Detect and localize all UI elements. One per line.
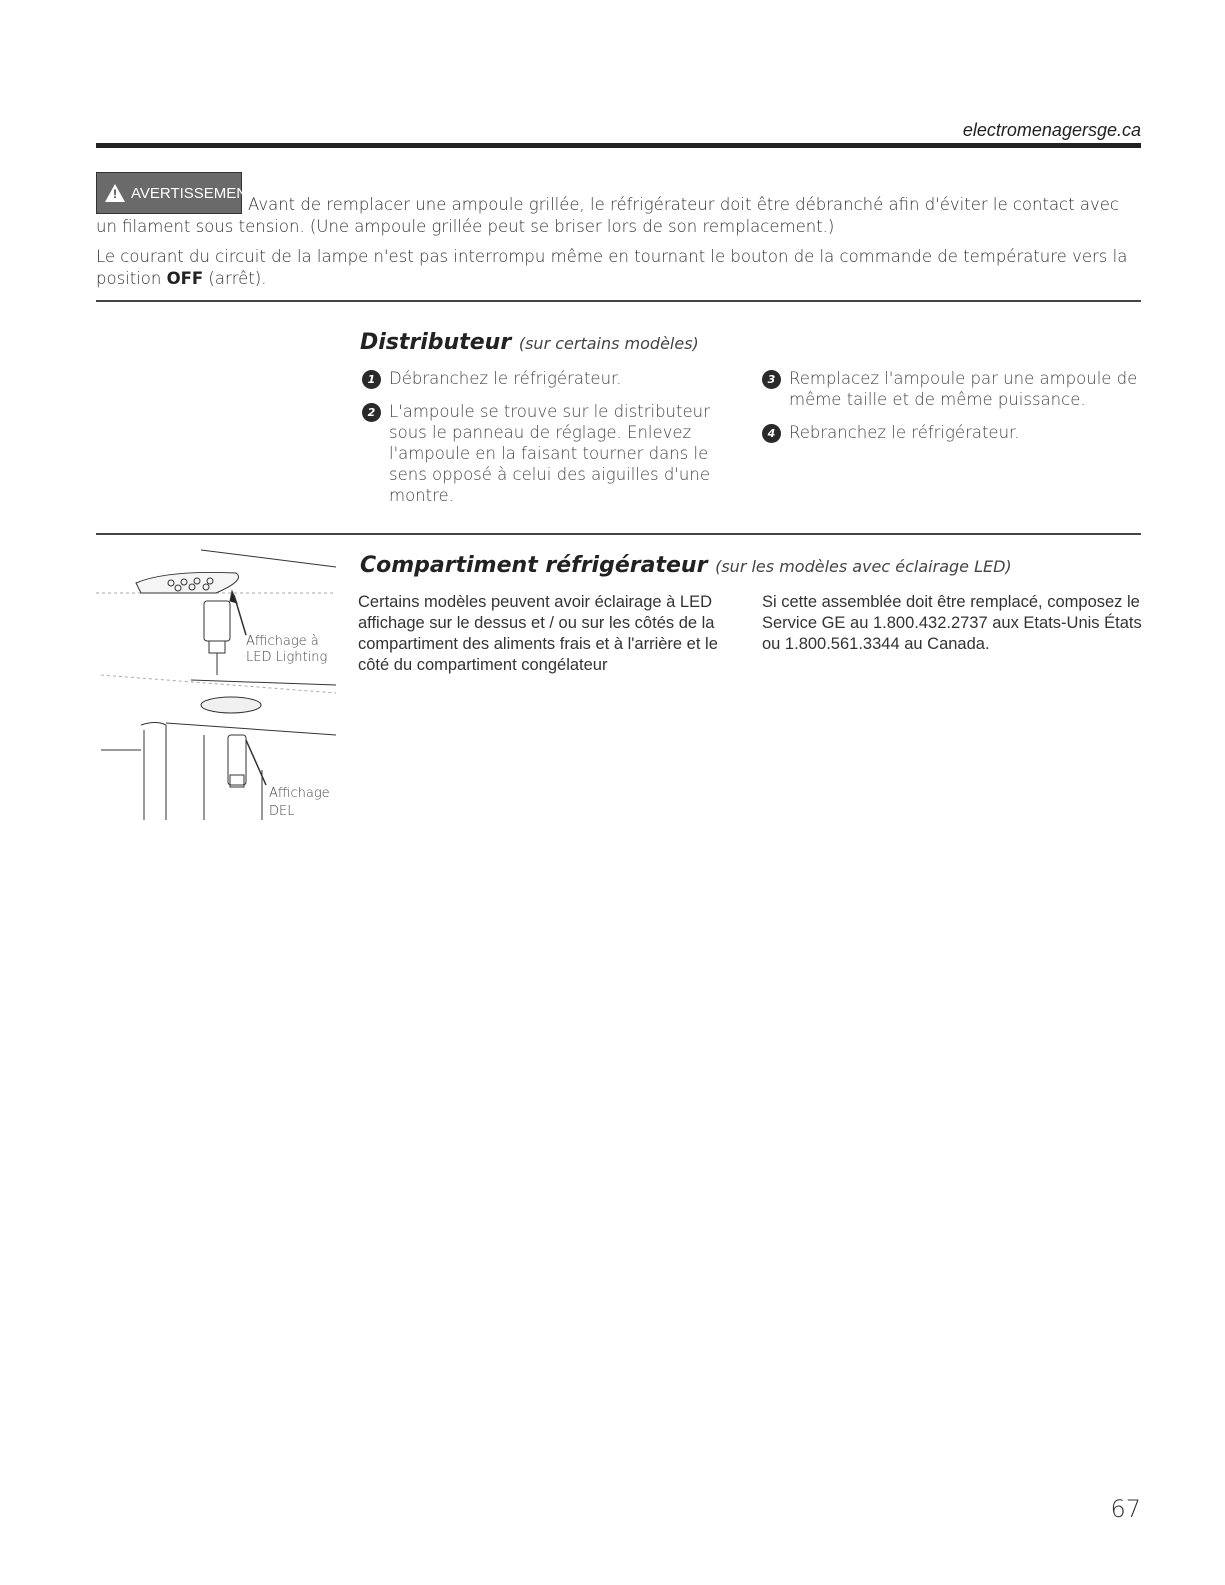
dispenser-steps-right: [762, 368, 1142, 443]
fridge-service-text: Si cette assemblée doit être remplacé, composez le Service GE au 1.800.432.2737 aux Etats-Unis États ou 1.800.561.3344 au Canada.: [762, 593, 1142, 653]
step-1: 1 Débranchez le réfrigérateur.: [362, 368, 722, 389]
warning-badge-label: AVERTISSEMENT: [131, 184, 257, 202]
warning-icon: !: [105, 184, 125, 202]
page-number: 67: [1110, 1495, 1141, 1523]
off-label: OFF: [166, 269, 204, 288]
step-number: 2: [362, 403, 381, 422]
figure-label-1b: LED Lighting: [246, 650, 328, 665]
site-url: electromenagersge.ca: [962, 120, 1141, 140]
figure-label-2a: Affichage: [269, 786, 330, 801]
divider: [96, 533, 1141, 535]
step-3: 3 Remplacez l'ampoule par une ampoule de même taille et de même puissance.: [762, 368, 1142, 410]
figure-label-2b: DEL: [269, 804, 295, 819]
circuit-note: Le courant du circuit de la lampe n'est pas interrompu même en tournant le bouton de la commande de température vers la position OFF (arrêt).: [96, 247, 1128, 288]
fridge-heading: Compartiment réfrigérateur (sur les modèles avec éclairage LED): [360, 553, 1012, 578]
warning-text: Avant de remplacer une ampoule grillée, le réfrigérateur doit être débranché afin d'éviter le contact avec un filament sous tension. (Une ampoule grillée peut se briser lors de son remplacement.): [96, 195, 1119, 236]
step-number: 3: [762, 370, 781, 389]
led-lighting-figure: [96, 545, 341, 825]
step-number: 4: [762, 424, 781, 443]
divider: [96, 300, 1141, 302]
step-number: 1: [362, 370, 381, 389]
fridge-led-text: Certains modèles peuvent avoir éclairage à LED affichage sur le dessus et / ou sur les côtés de la compartiment des aliments frais et à l'arrière et le côté du compartiment congélateur: [358, 593, 718, 674]
step-4: 4 Rebranchez le réfrigérateur.: [762, 422, 1142, 443]
dispenser-heading: Distributeur (sur certains modèles): [360, 330, 699, 355]
dispenser-steps-left: [362, 368, 722, 506]
header-rule: [96, 143, 1141, 148]
figure-label-1a: Affichage à: [246, 634, 319, 649]
step-2: 2 L'ampoule se trouve sur le distributeur sous le panneau de réglage. Enlevez l'ampoule en la faisant tourner dans le sens opposé à celui des aiguilles d'une montre.: [362, 401, 722, 506]
